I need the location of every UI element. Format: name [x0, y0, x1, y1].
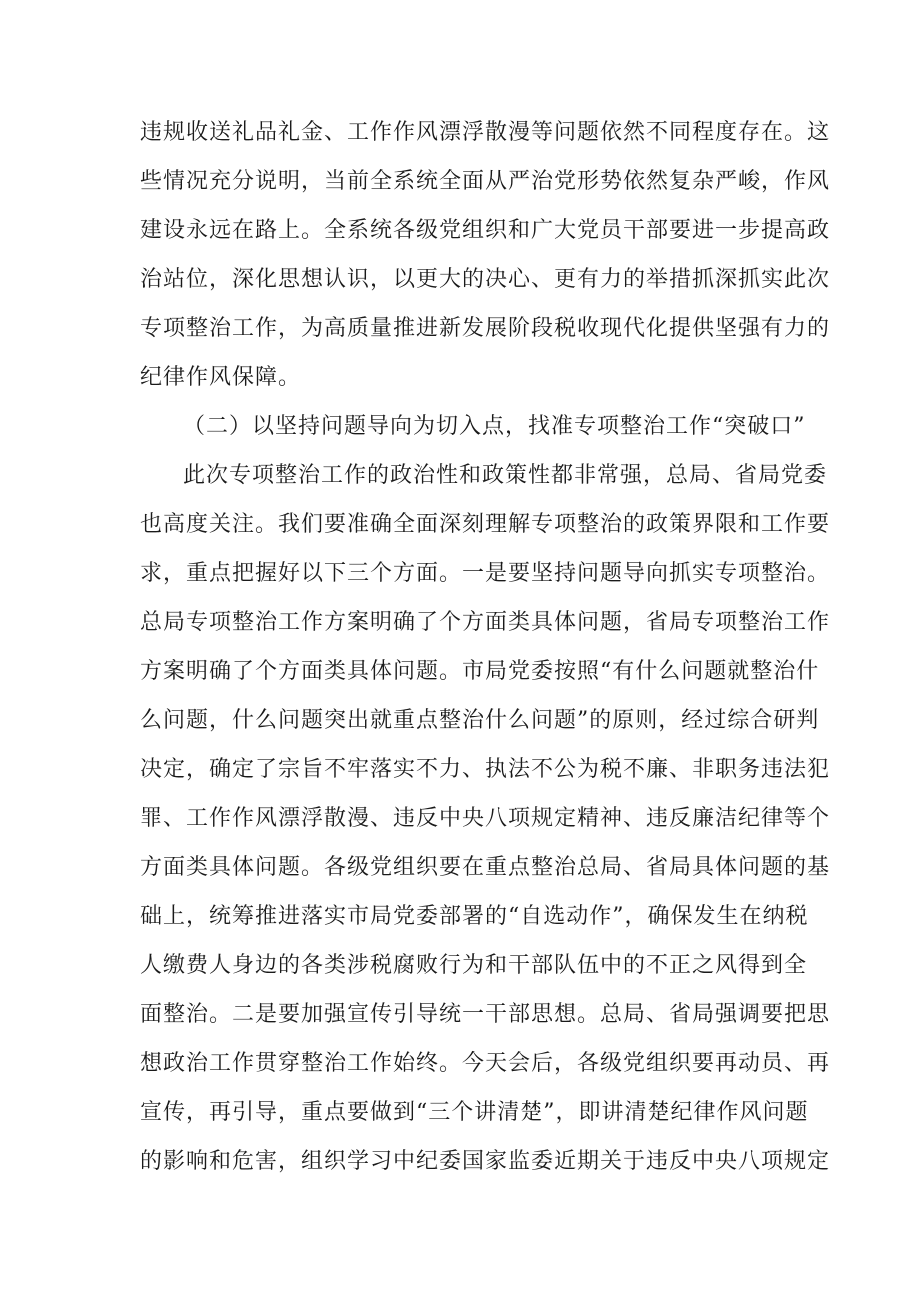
paragraph-line: 专项整治工作，为高质量推进新发展阶段税收现代化提供坚强有力的 — [140, 316, 831, 341]
paragraph-line: 础上，统筹推进落实市局党委部署的“自选动作”，确保发生在纳税 — [140, 904, 809, 929]
paragraph-line: 罪、工作作风漂浮散漫、违反中央八项规定精神、违反廉洁纪律等个 — [140, 806, 831, 831]
paragraph-line: 也高度关注。我们要准确全面深刻理解专项整治的政策界限和工作要 — [140, 512, 831, 537]
paragraph-line: 方面类具体问题。各级党组织要在重点整治总局、省局具体问题的基 — [140, 855, 831, 880]
paragraph-line: 些情况充分说明，当前全系统全面从严治党形势依然复杂严峻，作风 — [140, 169, 831, 194]
paragraph-line: 宣传，再引导，重点要做到“三个讲清楚”，即讲清楚纪律作风问题 — [140, 1100, 809, 1125]
paragraph-line: 此次专项整治工作的政治性和政策性都非常强，总局、省局党委 — [183, 463, 828, 488]
paragraph-line: 决定，确定了宗旨不牢落实不力、执法不公为税不廉、非职务违法犯 — [140, 757, 831, 782]
paragraph-line: 想政治工作贯穿整治工作始终。今天会后，各级党组织要再动员、再 — [140, 1051, 831, 1076]
paragraph-line: 方案明确了个方面类具体问题。市局党委按照“有什么问题就整治什 — [140, 659, 820, 684]
paragraph-line: 的影响和危害，组织学习中纪委国家监委近期关于违反中央八项规定 — [140, 1149, 831, 1174]
paragraph-line: 面整治。二是要加强宣传引导统一干部思想。总局、省局强调要把思 — [140, 1002, 831, 1027]
paragraph-line: 违规收送礼品礼金、工作作风漂浮散漫等问题依然不同程度存在。这 — [140, 120, 831, 145]
paragraph-line: 治站位，深化思想认识，以更大的决心、更有力的举措抓深抓实此次 — [140, 267, 831, 292]
paragraph-line: 纪律作风保障。 — [140, 365, 302, 390]
paragraph-line: 么问题，什么问题突出就重点整治什么问题”的原则，经过综合研判 — [140, 708, 820, 733]
section-heading: （二）以坚持问题导向为切入点，找准专项整治工作“突破口” — [183, 414, 806, 439]
paragraph-line: 建设永远在路上。全系统各级党组织和广大党员干部要进一步提高政 — [140, 218, 831, 243]
paragraph-line: 人缴费人身边的各类涉税腐败行为和干部队伍中的不正之风得到全 — [140, 953, 808, 978]
paragraph-line: 求，重点把握好以下三个方面。一是要坚持问题导向抓实专项整治。 — [140, 561, 831, 586]
paragraph-line: 总局专项整治工作方案明确了个方面类具体问题，省局专项整治工作 — [140, 610, 831, 635]
